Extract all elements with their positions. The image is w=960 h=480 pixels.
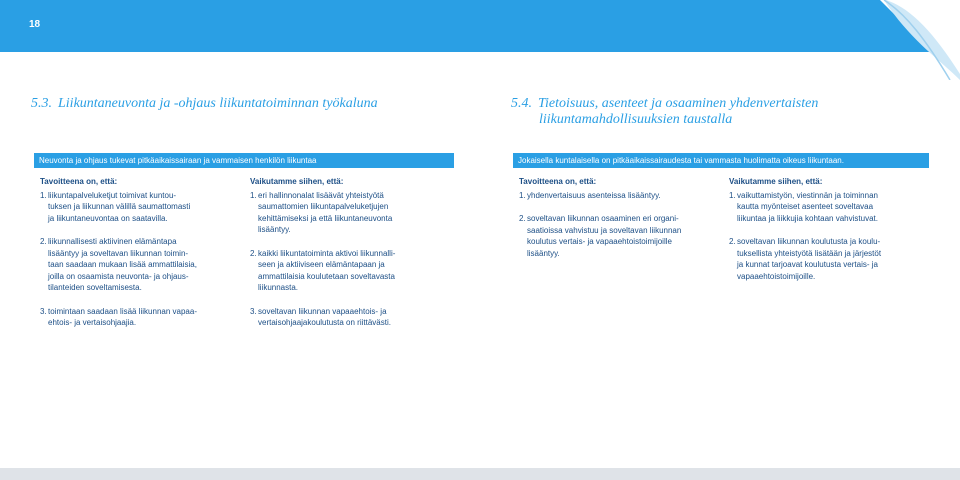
list-item: 2. soveltavan liikunnan osaaminen eri organi- saatioissa vahvistuu ja soveltavan liikunnan koulutus vertais- ja vapaaehtoistoimijoille lisääntyy. [519,214,682,258]
left-goals-column [40,176,245,341]
column-heading: Vaikutamme siihen, että: [250,177,344,186]
left-actions-column [250,176,455,341]
section-title-5-3: 5.3. Liikuntaneuvonta ja -ohjaus liikuntatoiminnan työkaluna [31,96,378,111]
page-curl-icon [880,0,960,80]
page-number-left: 18 [29,19,41,30]
list-item: 2. kaikki liikuntatoiminta aktivoi liikunnalli- seen ja aktiiviseen elämäntapaan ja ammattilaisia koulutetaan soveltavasta liikunnasta. [250,248,396,292]
column-heading: Tavoitteena on, että: [40,177,118,186]
list-item: 3. soveltavan liikunnan vapaaehtois- ja vertaisohjaajakoulutusta on riittävästi. [250,306,391,327]
list-item: 1. yhdenvertaisuus asenteissa lisääntyy. [519,190,661,200]
list-item: 1. eri hallinnonalat lisäävät yhteistyötä saumattomien liikuntapalveluketjujen kehittämiseksi ja että liikuntaneuvonta lisääntyy. [250,190,393,234]
list-item: 2. liikunnallisesti aktiivinen elämäntapa lisääntyy ja soveltavan liikunnan toimin- taan saadaan mukaan lisää ammattilaisia, joilla on osaamista neuvonta- ja ohjaus- tilanteiden soveltamisesta. [40,237,197,292]
list-item: 1. liikuntapalveluketjut toimivat kuntou- tuksen ja liikunnan välillä saumattomasti ja liikuntaneuvontaa on saatavilla. [40,190,191,223]
section-title-5-4: 5.4. Tietoisuus, asenteet ja osaaminen yhdenvertaisten liikuntamahdollisuuksien taustalla [511,96,819,127]
column-heading: Vaikutamme siihen, että: [729,177,823,186]
section-band-left: Neuvonta ja ohjaus tukevat pitkäaikaissairaan ja vammaisen henkilön liikuntaa [34,153,454,168]
column-heading: Tavoitteena on, että: [519,177,597,186]
list-item: 1. vaikuttamistyön, viestinnän ja toiminnan kautta myönteiset asenteet soveltavaa liikuntaa ja liikkujia kohtaan vahvistuvat. [729,190,878,223]
list-item: 2. soveltavan liikunnan koulutusta ja koulu- tuksellista yhteistyötä lisätään ja järjestöt ja kunnat tarjoavat koulutusta vertais- ja vapaaehtoistoimijoille. [729,237,882,281]
footer-strip [0,468,960,480]
right-goals-column [519,176,724,271]
top-banner [0,0,960,52]
list-item: 3. toimintaan saadaan lisää liikunnan vapaa- ehtois- ja vertaisohjaajia. [40,306,197,327]
right-actions-column [729,176,934,294]
section-band-right: Jokaisella kuntalaisella on pitkäaikaissairaudesta tai vammasta huolimatta oikeus liikuntaan. [513,153,929,168]
